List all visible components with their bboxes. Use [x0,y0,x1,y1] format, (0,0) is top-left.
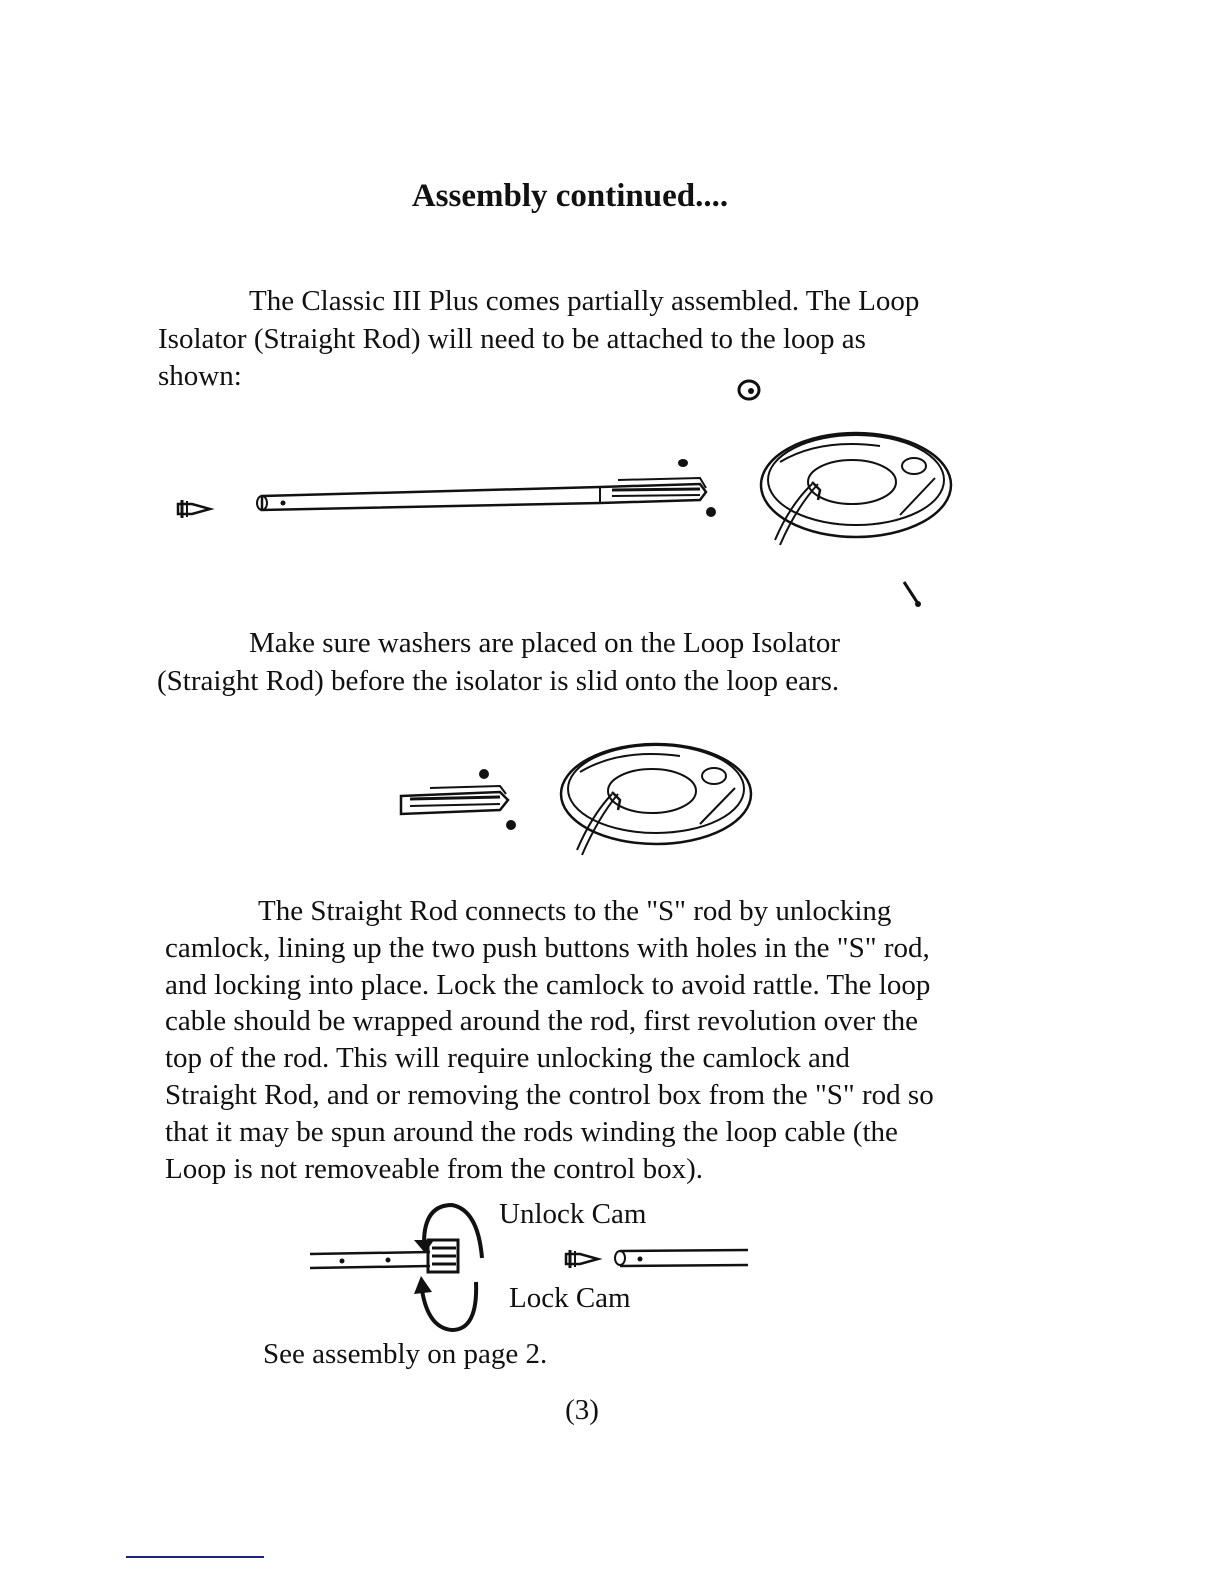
paragraph-line: Straight Rod, and or removing the control box from the "S" rod so [165,1078,934,1111]
paragraph-line: that it may be spun around the rods winding the loop cable (the [165,1115,898,1148]
paragraph-line: The Classic III Plus comes partially assembled. The Loop [249,285,920,317]
isolator-end-icon [401,786,508,814]
unlock-arrow-icon [414,1205,482,1258]
paragraph-line: Loop is not removeable from the control box). [165,1152,703,1185]
washer-icon [706,507,716,517]
page-number: (3) [565,1394,599,1426]
paragraph-line: Isolator (Straight Rod) will need to be attached to the loop as [158,322,866,355]
push-button-icon [566,1250,598,1268]
paragraph-line: and locking into place. Lock the camlock to avoid rattle. The loop [165,968,931,1001]
paragraph-partial-assembly [158,283,919,396]
search-loop-icon [561,744,751,855]
paragraph-line: top of the rod. This will require unlocking the camlock and [165,1042,850,1075]
lock-arrow-icon [414,1276,476,1330]
paragraph-line: cable should be wrapped around the rod, first revolution over the [165,1005,918,1038]
paragraph-line: camlock, lining up the two push buttons with holes in the "S" rod, [165,931,930,964]
unlock-cam-label: Unlock Cam [499,1198,647,1230]
lock-cam-label: Lock Cam [509,1282,631,1314]
s-rod-icon [310,1252,430,1268]
washer-icon [678,459,688,467]
paragraph-washers [157,625,840,700]
washer-icon [479,769,489,779]
paragraph-line: The Straight Rod connects to the "S" rod by unlocking [258,895,892,927]
paragraph-line: (Straight Rod) before the isolator is slid onto the loop ears. [157,664,840,697]
bolt-icon [178,500,210,518]
search-loop-icon [761,433,951,545]
straight-rod-icon [257,478,706,510]
paragraph-line: Make sure washers are placed on the Loop Isolator [249,627,841,659]
see-assembly-note: See assembly on page 2. [263,1338,548,1370]
page-title: Assembly continued.... [411,178,729,214]
paragraph-straight-rod [165,893,934,1187]
screw-icon [904,582,921,607]
camlock-icon [428,1240,458,1272]
footnote-divider [126,1556,264,1558]
paragraph-line: shown: [158,360,242,392]
washer-icon [506,820,516,830]
straight-rod-icon [615,1250,748,1266]
